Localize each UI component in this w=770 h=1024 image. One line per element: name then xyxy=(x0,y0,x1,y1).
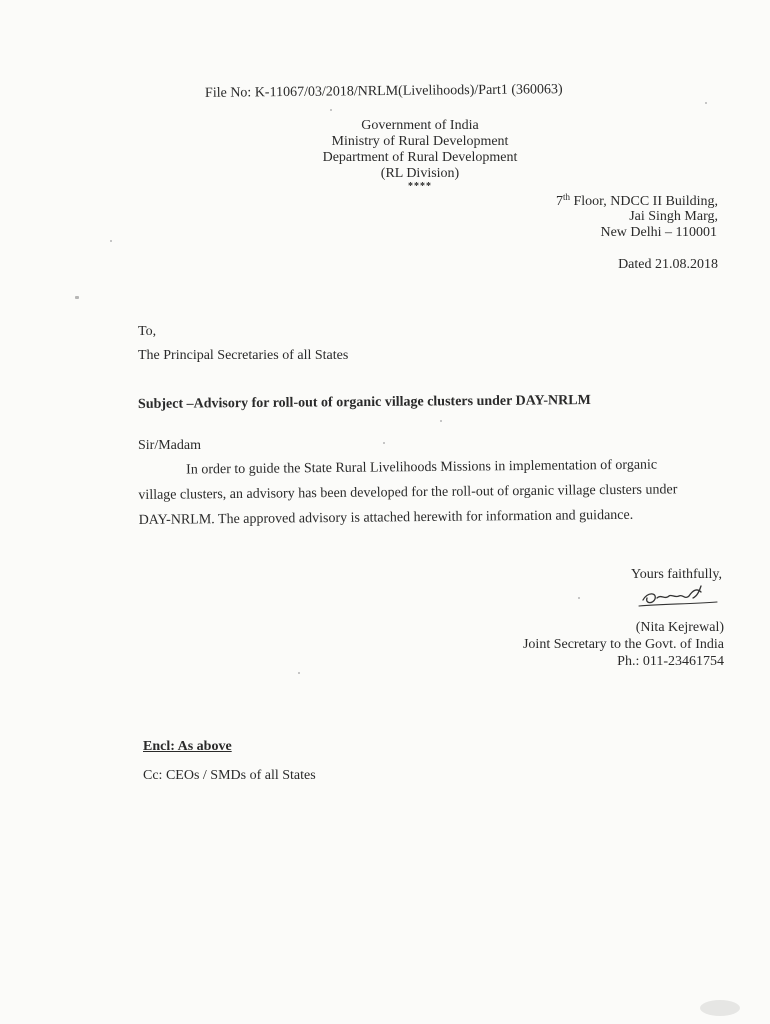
body-line-2: village clusters, an advisory has been developed for the roll-out of organic village clusters under xyxy=(138,482,678,503)
to-label: To, xyxy=(138,324,157,339)
address-floor: 7th Floor, NDCC II Building, xyxy=(555,192,718,209)
file-number: File No: K-11067/03/2018/NRLM(Livelihoods)/Part1 (360063) xyxy=(204,82,563,101)
scan-speck xyxy=(578,597,580,599)
recipient: The Principal Secretaries of all States xyxy=(138,348,349,363)
address-street: Jai Singh Marg, xyxy=(629,209,718,224)
header-department: Department of Rural Development xyxy=(322,150,518,165)
scan-smudge xyxy=(700,1000,740,1016)
address-city: New Delhi – 110001 xyxy=(600,225,717,240)
signatory-phone: Ph.: 011-23461754 xyxy=(617,654,724,669)
body-line-1: In order to guide the State Rural Livelihoods Missions in implementation of organic xyxy=(186,457,658,478)
body-line-3: DAY-NRLM. The approved advisory is attached herewith for information and guidance. xyxy=(138,507,634,528)
header-government: Government of India xyxy=(361,118,479,133)
signature-icon xyxy=(635,584,725,610)
enclosure: Encl: As above xyxy=(143,739,232,754)
closing: Yours faithfully, xyxy=(630,567,722,582)
signatory-designation: Joint Secretary to the Govt. of India xyxy=(522,637,724,652)
salutation: Sir/Madam xyxy=(138,438,201,453)
letter-date: Dated 21.08.2018 xyxy=(618,257,718,272)
scan-speck xyxy=(440,420,442,422)
scan-speck xyxy=(705,102,707,104)
subject-line: Subject –Advisory for roll-out of organic village clusters under DAY-NRLM xyxy=(137,393,591,412)
signatory-name: (Nita Kejrewal) xyxy=(635,620,724,635)
header-stars: **** xyxy=(408,181,432,192)
header-division: (RL Division) xyxy=(380,166,460,181)
scan-speck xyxy=(330,109,332,111)
scan-speck xyxy=(110,240,112,242)
scan-speck xyxy=(298,672,300,674)
header-ministry: Ministry of Rural Development xyxy=(331,134,509,149)
cc-list: Cc: CEOs / SMDs of all States xyxy=(143,768,316,783)
scan-speck xyxy=(75,296,79,299)
scan-speck xyxy=(383,442,385,444)
